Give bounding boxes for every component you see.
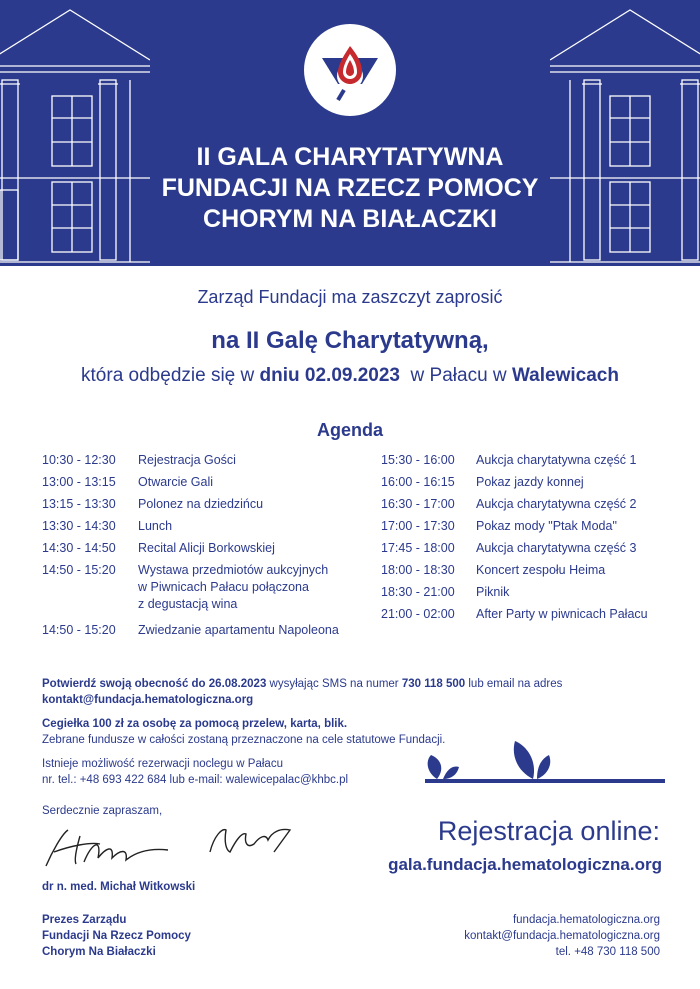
contact-email[interactable]: kontakt@fundacja.hematologiczna.org [464,930,660,942]
agenda-time: 18:00 - 18:30 [381,563,455,577]
agenda-event: Aukcja charytatywna część 1 [476,453,637,467]
confirm-email[interactable]: kontakt@fundacja.hematologiczna.org [42,694,254,706]
title-line: FUNDACJI NA RZECZ POMOCY [161,174,539,202]
agenda-right [381,452,661,632]
agenda-time: 21:00 - 02:00 [381,607,455,621]
confirm-tail: lub email na adres [465,678,563,690]
agenda-left [42,452,372,642]
confirm-phone: 730 118 500 [401,678,466,690]
title-line: II GALA CHARYTATYWNA [196,143,504,171]
agenda-time: 15:30 - 16:00 [381,453,455,467]
signatory-role [42,912,191,960]
agenda-time: 17:00 - 17:30 [381,519,455,533]
contact-website[interactable]: fundacja.hematologiczna.org [512,914,660,926]
agenda-time: 18:30 - 21:00 [381,585,455,599]
invitation-intro: Zarząd Fundacji ma zaszczyt zaprosić [197,287,503,307]
role-line: Chorym Na Białaczki [42,946,156,958]
agenda-time: 10:30 - 12:30 [42,453,116,467]
title-line: CHORYM NA BIAŁACZKI [203,205,497,233]
header-banner [0,0,700,266]
ticket-price: Cegiełka 100 zł za osobę za pomocą przelew, karta, blik. [42,718,348,730]
confirm-text: wysyłając SMS na numer [266,678,402,690]
lodging-line: Istnieje możliwość rezerwacji noclegu w Pałacu [42,758,283,770]
agenda-time: 16:00 - 16:15 [381,475,455,489]
when-place: Walewicach [511,365,619,386]
agenda-time: 14:50 - 15:20 [42,563,116,577]
agenda-event: Pokaz jazdy konnej [476,475,584,489]
contact-info [464,912,660,960]
event-title [100,142,600,235]
agenda-event: Aukcja charytatywna część 2 [476,497,637,511]
confirm-attendance [42,676,662,708]
lodging-contact: nr. tel.: +48 693 422 684 lub e-mail: walewicepalac@khbc.pl [42,774,349,786]
agenda-time: 17:45 - 18:00 [381,541,455,555]
agenda-time: 13:30 - 14:30 [42,519,116,533]
role-line: Fundacji Na Rzecz Pomocy [42,930,191,942]
signature-2 [204,822,304,862]
agenda-event: Polonez na dziedzińcu [138,497,264,511]
agenda-time: 13:15 - 13:30 [42,497,116,511]
agenda-event: Koncert zespołu Heima [476,563,606,577]
agenda-heading: Agenda [316,420,383,440]
agenda-time: 14:50 - 15:20 [42,623,116,637]
foundation-logo-icon [304,24,396,116]
agenda-event: Zwiedzanie apartamentu Napoleona [138,623,339,637]
signatory-name: dr n. med. Michał Witkowski [42,881,196,893]
agenda-time: 13:00 - 13:15 [42,475,116,489]
agenda-event: Rejestracja Gości [138,453,236,467]
registration-link[interactable]: gala.fundacja.hematologiczna.org [388,855,662,874]
contact-phone: tel. +48 730 118 500 [555,946,660,958]
when-mid: w Pałacu w [400,365,512,386]
signature-1 [40,822,180,870]
agenda-event: Pokaz mody "Ptak Moda" [476,519,617,533]
confirm-deadline: Potwierdź swoją obecność do 26.08.2023 [42,678,267,690]
agenda-time: 16:30 - 17:00 [381,497,455,511]
greeting: Serdecznie zapraszam, [42,805,163,817]
agenda-event: Wystawa przedmiotów aukcyjnych w Piwnicach Pałacu połączona z degustacją wina [138,563,329,611]
invitation-gala: na II Galę Charytatywną, [211,327,489,354]
lodging-info [42,756,442,788]
invitation-date-place [0,365,700,387]
when-date: dniu 02.09.2023 [259,365,400,386]
role-line: Prezes Zarządu [42,914,127,926]
agenda-event: Recital Alicji Borkowskiej [138,541,275,555]
agenda-time: 14:30 - 14:50 [42,541,116,555]
when-prefix: która odbędzie się w [81,365,260,386]
registration-label: Rejestracja online: [437,816,660,846]
ticket-purpose: Zebrane fundusze w całości zostaną przeznaczone na cele statutowe Fundacji. [42,734,446,746]
agenda-event: Piknik [476,585,510,599]
leaf-decoration-icon [425,733,665,789]
agenda-event: Lunch [138,519,173,533]
agenda-event: After Party w piwnicach Pałacu [476,607,648,621]
agenda-event: Aukcja charytatywna część 3 [476,541,637,555]
agenda-event: Otwarcie Gali [138,475,214,489]
